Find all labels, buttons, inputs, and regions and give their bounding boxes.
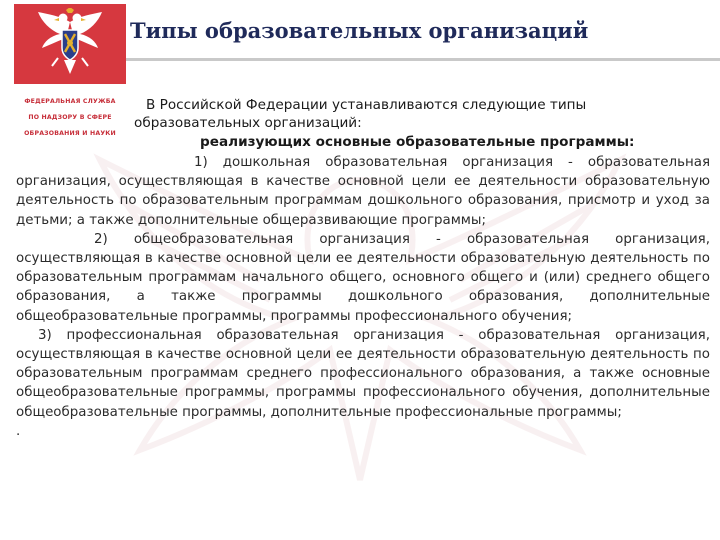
intro-line-2: образовательных организаций:: [134, 115, 362, 132]
agency-name-line-2: ПО НАДЗОРУ В СФЕРЕ: [28, 114, 112, 121]
page-title: Типы образовательных организаций: [130, 18, 589, 43]
header-divider: [126, 58, 720, 61]
list-item-preschool: 1) дошкольная образовательная организация - образовательная организация, осуществляющая в качестве основной цели ее деятельности образовательную деятельность по образовательным программам дошкольного образования, присмотр и уход за детьми; а также дополнительные общеразвивающие программы;: [16, 155, 710, 228]
list-item-general-education: 2) общеобразовательная организация - образовательная организация, осуществляющая в качестве основной цели ее деятельности образовательную деятельность по образовательным программам начального общего, основного общего и (или) среднего общего образования, а также программы дошкольного образования, дополнительные общеобразовательные программы, программы профессионального обучения;: [16, 231, 710, 324]
intro-line-1: В Российской Федерации устанавливаются следующие типы: [146, 97, 587, 113]
agency-name-line-1: ФЕДЕРАЛЬНАЯ СЛУЖБА: [24, 98, 116, 105]
agency-name: [14, 98, 126, 146]
agency-name-line-3: ОБРАЗОВАНИЯ И НАУКИ: [24, 130, 116, 137]
intro-line-3: реализующих основные образовательные программы:: [200, 133, 635, 150]
double-headed-eagle-emblem-icon: [36, 8, 104, 80]
organization-types-list: [16, 153, 710, 441]
emblem-block: [14, 4, 126, 84]
list-item-professional: 3) профессиональная образовательная организация - образовательная организация, осуществляющая в качестве основной цели ее деятельности образовательную деятельность по образовательным программам среднего профессионального образования, а также основные общеобразовательные программы, программы профессионального обучения, дополнительные общеобразовательные программы, дополнительные профессиональные программы;: [16, 327, 710, 420]
trailing-dot: .: [16, 423, 21, 439]
intro-paragraph: [134, 96, 708, 151]
